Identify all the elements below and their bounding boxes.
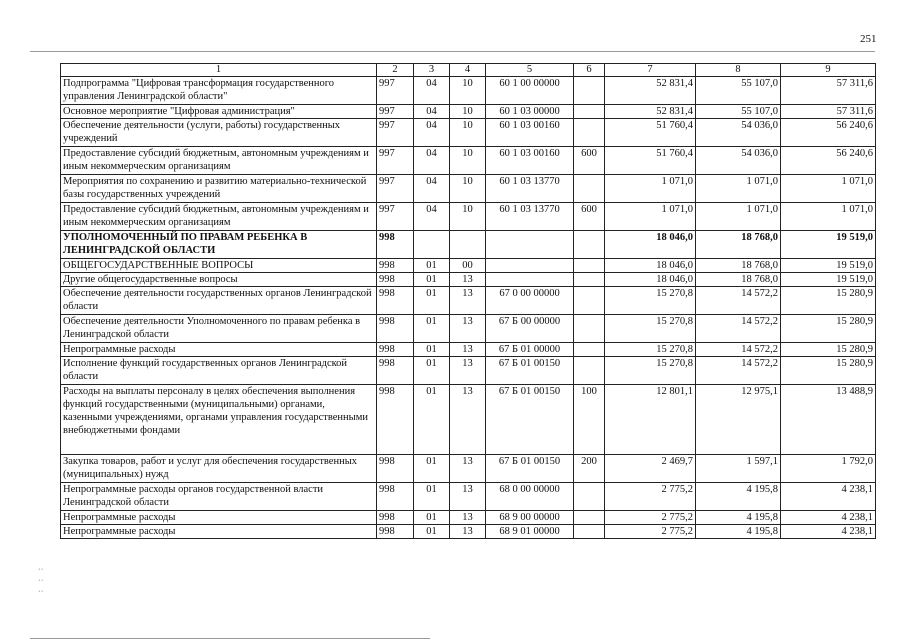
row-name: Расходы на выплаты персоналу в целях обеспечения выполнения функций государственными (муниципальными) органами, казенными учреждениями, органами управления государственными внебюджетными фондами xyxy=(61,385,377,455)
row-code-4: 10 xyxy=(450,77,486,105)
column-header: 2 xyxy=(377,64,414,77)
row-value-7: 52 831,4 xyxy=(605,77,696,105)
row-value-7: 15 270,8 xyxy=(605,343,696,357)
row-code-5: 60 1 03 00160 xyxy=(486,119,574,147)
row-code-3: 01 xyxy=(414,315,450,343)
row-code-5: 60 1 03 00160 xyxy=(486,147,574,175)
table-row xyxy=(61,105,876,119)
table-row xyxy=(61,273,876,287)
row-code-6 xyxy=(574,511,605,525)
row-value-8: 55 107,0 xyxy=(696,105,781,119)
row-value-9: 4 238,1 xyxy=(781,483,876,511)
row-code-5: 67 Б 01 00000 xyxy=(486,343,574,357)
row-code-3 xyxy=(414,231,450,259)
row-code-3: 01 xyxy=(414,273,450,287)
column-header: 7 xyxy=(605,64,696,77)
row-code-3: 04 xyxy=(414,175,450,203)
row-value-7: 2 469,7 xyxy=(605,455,696,483)
row-code-2: 998 xyxy=(377,525,414,539)
table-row xyxy=(61,259,876,273)
table-row xyxy=(61,287,876,315)
row-value-8: 4 195,8 xyxy=(696,483,781,511)
row-code-6 xyxy=(574,259,605,273)
row-code-2: 998 xyxy=(377,357,414,385)
row-value-9: 1 071,0 xyxy=(781,175,876,203)
row-code-3: 01 xyxy=(414,357,450,385)
row-code-2: 997 xyxy=(377,203,414,231)
row-code-2: 998 xyxy=(377,455,414,483)
row-code-4: 13 xyxy=(450,385,486,455)
row-value-9: 57 311,6 xyxy=(781,105,876,119)
table-row xyxy=(61,119,876,147)
table-row xyxy=(61,343,876,357)
row-code-4: 13 xyxy=(450,511,486,525)
table-row xyxy=(61,385,876,455)
row-code-5: 60 1 03 00000 xyxy=(486,105,574,119)
row-code-2: 997 xyxy=(377,105,414,119)
row-value-8: 4 195,8 xyxy=(696,511,781,525)
row-code-6 xyxy=(574,273,605,287)
row-value-8: 18 768,0 xyxy=(696,273,781,287)
column-header: 9 xyxy=(781,64,876,77)
row-name: Предоставление субсидий бюджетным, автономным учреждениям и иным некоммерческим организациям xyxy=(61,147,377,175)
row-code-6 xyxy=(574,105,605,119)
row-name: УПОЛНОМОЧЕННЫЙ ПО ПРАВАМ РЕБЕНКА В ЛЕНИНГРАДСКОЙ ОБЛАСТИ xyxy=(61,231,377,259)
row-code-6 xyxy=(574,343,605,357)
row-code-4: 10 xyxy=(450,203,486,231)
row-code-6 xyxy=(574,315,605,343)
row-code-3: 01 xyxy=(414,483,450,511)
row-code-5: 67 Б 01 00150 xyxy=(486,385,574,455)
row-code-3: 01 xyxy=(414,287,450,315)
row-code-6 xyxy=(574,525,605,539)
row-value-7: 15 270,8 xyxy=(605,315,696,343)
row-code-3: 04 xyxy=(414,203,450,231)
row-value-9: 1 071,0 xyxy=(781,203,876,231)
row-code-6: 600 xyxy=(574,203,605,231)
row-code-4: 00 xyxy=(450,259,486,273)
row-value-9: 19 519,0 xyxy=(781,259,876,273)
row-code-2: 997 xyxy=(377,147,414,175)
row-value-9: 15 280,9 xyxy=(781,343,876,357)
row-code-5: 68 9 00 00000 xyxy=(486,511,574,525)
row-code-2: 997 xyxy=(377,175,414,203)
row-code-5: 60 1 03 13770 xyxy=(486,203,574,231)
row-value-9: 1 792,0 xyxy=(781,455,876,483)
row-value-7: 52 831,4 xyxy=(605,105,696,119)
scan-edge-top xyxy=(30,51,875,52)
table-header-row xyxy=(61,64,876,77)
row-code-4: 13 xyxy=(450,287,486,315)
row-code-6 xyxy=(574,231,605,259)
row-name: Закупка товаров, работ и услуг для обеспечения государственных (муниципальных) нужд xyxy=(61,455,377,483)
row-code-3: 01 xyxy=(414,511,450,525)
row-code-6: 600 xyxy=(574,147,605,175)
row-code-2: 998 xyxy=(377,273,414,287)
table-row xyxy=(61,455,876,483)
table-row xyxy=(61,525,876,539)
row-code-5: 68 0 00 00000 xyxy=(486,483,574,511)
row-value-7: 18 046,0 xyxy=(605,231,696,259)
table-row xyxy=(61,203,876,231)
row-code-6 xyxy=(574,119,605,147)
row-code-4: 13 xyxy=(450,525,486,539)
row-value-8: 1 597,1 xyxy=(696,455,781,483)
scan-edge-bottom xyxy=(30,638,430,639)
row-code-5: 67 0 00 00000 xyxy=(486,287,574,315)
row-name: Подпрограмма "Цифровая трансформация государственного управления Ленинградской области" xyxy=(61,77,377,105)
table-row xyxy=(61,147,876,175)
row-name: Непрограммные расходы xyxy=(61,511,377,525)
row-value-7: 15 270,8 xyxy=(605,357,696,385)
row-value-9: 19 519,0 xyxy=(781,273,876,287)
row-value-8: 54 036,0 xyxy=(696,119,781,147)
row-code-2: 997 xyxy=(377,119,414,147)
row-code-4: 10 xyxy=(450,147,486,175)
row-value-8: 12 975,1 xyxy=(696,385,781,455)
row-value-8: 1 071,0 xyxy=(696,175,781,203)
row-code-2: 998 xyxy=(377,315,414,343)
row-value-7: 12 801,1 xyxy=(605,385,696,455)
row-value-8: 18 768,0 xyxy=(696,231,781,259)
row-code-3: 01 xyxy=(414,259,450,273)
row-code-5 xyxy=(486,273,574,287)
row-value-7: 2 775,2 xyxy=(605,511,696,525)
row-value-8: 4 195,8 xyxy=(696,525,781,539)
row-code-5: 67 Б 01 00150 xyxy=(486,357,574,385)
column-header: 4 xyxy=(450,64,486,77)
row-code-2: 998 xyxy=(377,483,414,511)
row-value-9: 56 240,6 xyxy=(781,147,876,175)
row-code-5 xyxy=(486,231,574,259)
row-value-7: 1 071,0 xyxy=(605,203,696,231)
row-value-9: 15 280,9 xyxy=(781,287,876,315)
row-code-2: 998 xyxy=(377,231,414,259)
row-value-8: 14 572,2 xyxy=(696,315,781,343)
budget-table xyxy=(60,63,876,539)
row-value-9: 57 311,6 xyxy=(781,77,876,105)
row-code-2: 998 xyxy=(377,511,414,525)
row-name: Исполнение функций государственных органов Ленинградской области xyxy=(61,357,377,385)
column-header: 5 xyxy=(486,64,574,77)
row-value-9: 56 240,6 xyxy=(781,119,876,147)
column-header: 8 xyxy=(696,64,781,77)
row-name: ОБЩЕГОСУДАРСТВЕННЫЕ ВОПРОСЫ xyxy=(61,259,377,273)
page-number: 251 xyxy=(860,33,877,45)
row-code-4: 10 xyxy=(450,175,486,203)
row-code-5: 67 Б 01 00150 xyxy=(486,455,574,483)
row-code-6: 100 xyxy=(574,385,605,455)
row-code-3: 04 xyxy=(414,119,450,147)
row-value-9: 13 488,9 xyxy=(781,385,876,455)
table-row xyxy=(61,511,876,525)
row-code-5: 68 9 01 00000 xyxy=(486,525,574,539)
row-value-8: 14 572,2 xyxy=(696,357,781,385)
row-name: Другие общегосударственные вопросы xyxy=(61,273,377,287)
row-value-7: 18 046,0 xyxy=(605,273,696,287)
row-name: Непрограммные расходы xyxy=(61,525,377,539)
row-name: Обеспечение деятельности Уполномоченного по правам ребенка в Ленинградской области xyxy=(61,315,377,343)
row-name: Мероприятия по сохранению и развитию материально-технической базы государственных учреждений xyxy=(61,175,377,203)
row-code-4: 13 xyxy=(450,455,486,483)
row-code-6 xyxy=(574,77,605,105)
row-code-3: 01 xyxy=(414,525,450,539)
row-code-2: 998 xyxy=(377,287,414,315)
row-value-7: 15 270,8 xyxy=(605,287,696,315)
table-row xyxy=(61,175,876,203)
row-name: Обеспечение деятельности (услуги, работы) государственных учреждений xyxy=(61,119,377,147)
scan-margin-marks: ⋅⋅ ⋅⋅ ⋅⋅ xyxy=(38,565,44,596)
row-code-3: 01 xyxy=(414,343,450,357)
row-code-4: 10 xyxy=(450,119,486,147)
row-code-2: 998 xyxy=(377,259,414,273)
table-row xyxy=(61,357,876,385)
row-code-6: 200 xyxy=(574,455,605,483)
column-header: 6 xyxy=(574,64,605,77)
row-code-6 xyxy=(574,357,605,385)
row-code-2: 997 xyxy=(377,77,414,105)
row-value-7: 2 775,2 xyxy=(605,483,696,511)
row-value-8: 14 572,2 xyxy=(696,287,781,315)
row-code-6 xyxy=(574,287,605,315)
table-row xyxy=(61,483,876,511)
row-value-8: 1 071,0 xyxy=(696,203,781,231)
row-code-6 xyxy=(574,483,605,511)
row-name: Непрограммные расходы xyxy=(61,343,377,357)
row-code-3: 04 xyxy=(414,77,450,105)
row-value-9: 15 280,9 xyxy=(781,357,876,385)
row-name: Обеспечение деятельности государственных органов Ленинградской области xyxy=(61,287,377,315)
row-code-2: 998 xyxy=(377,343,414,357)
row-value-9: 19 519,0 xyxy=(781,231,876,259)
row-code-4 xyxy=(450,231,486,259)
row-code-4: 13 xyxy=(450,343,486,357)
row-value-9: 15 280,9 xyxy=(781,315,876,343)
row-code-2: 998 xyxy=(377,385,414,455)
row-value-9: 4 238,1 xyxy=(781,511,876,525)
row-code-5: 67 Б 00 00000 xyxy=(486,315,574,343)
row-name: Предоставление субсидий бюджетным, автономным учреждениям и иным некоммерческим организациям xyxy=(61,203,377,231)
row-code-5 xyxy=(486,259,574,273)
row-code-4: 13 xyxy=(450,357,486,385)
row-value-8: 54 036,0 xyxy=(696,147,781,175)
row-code-4: 13 xyxy=(450,273,486,287)
table-row xyxy=(61,231,876,259)
row-value-8: 14 572,2 xyxy=(696,343,781,357)
row-code-3: 01 xyxy=(414,385,450,455)
row-code-3: 04 xyxy=(414,147,450,175)
table-row xyxy=(61,77,876,105)
row-value-8: 55 107,0 xyxy=(696,77,781,105)
row-code-5: 60 1 00 00000 xyxy=(486,77,574,105)
row-code-4: 13 xyxy=(450,483,486,511)
row-code-4: 13 xyxy=(450,315,486,343)
row-value-7: 18 046,0 xyxy=(605,259,696,273)
table-row xyxy=(61,315,876,343)
row-value-7: 2 775,2 xyxy=(605,525,696,539)
row-name: Непрограммные расходы органов государственной власти Ленинградской области xyxy=(61,483,377,511)
row-value-7: 51 760,4 xyxy=(605,147,696,175)
column-header: 3 xyxy=(414,64,450,77)
column-header: 1 xyxy=(61,64,377,77)
row-code-5: 60 1 03 13770 xyxy=(486,175,574,203)
row-name: Основное мероприятие "Цифровая администрация" xyxy=(61,105,377,119)
row-code-4: 10 xyxy=(450,105,486,119)
row-code-6 xyxy=(574,175,605,203)
row-value-7: 51 760,4 xyxy=(605,119,696,147)
row-value-9: 4 238,1 xyxy=(781,525,876,539)
row-value-7: 1 071,0 xyxy=(605,175,696,203)
row-code-3: 04 xyxy=(414,105,450,119)
row-value-8: 18 768,0 xyxy=(696,259,781,273)
row-code-3: 01 xyxy=(414,455,450,483)
